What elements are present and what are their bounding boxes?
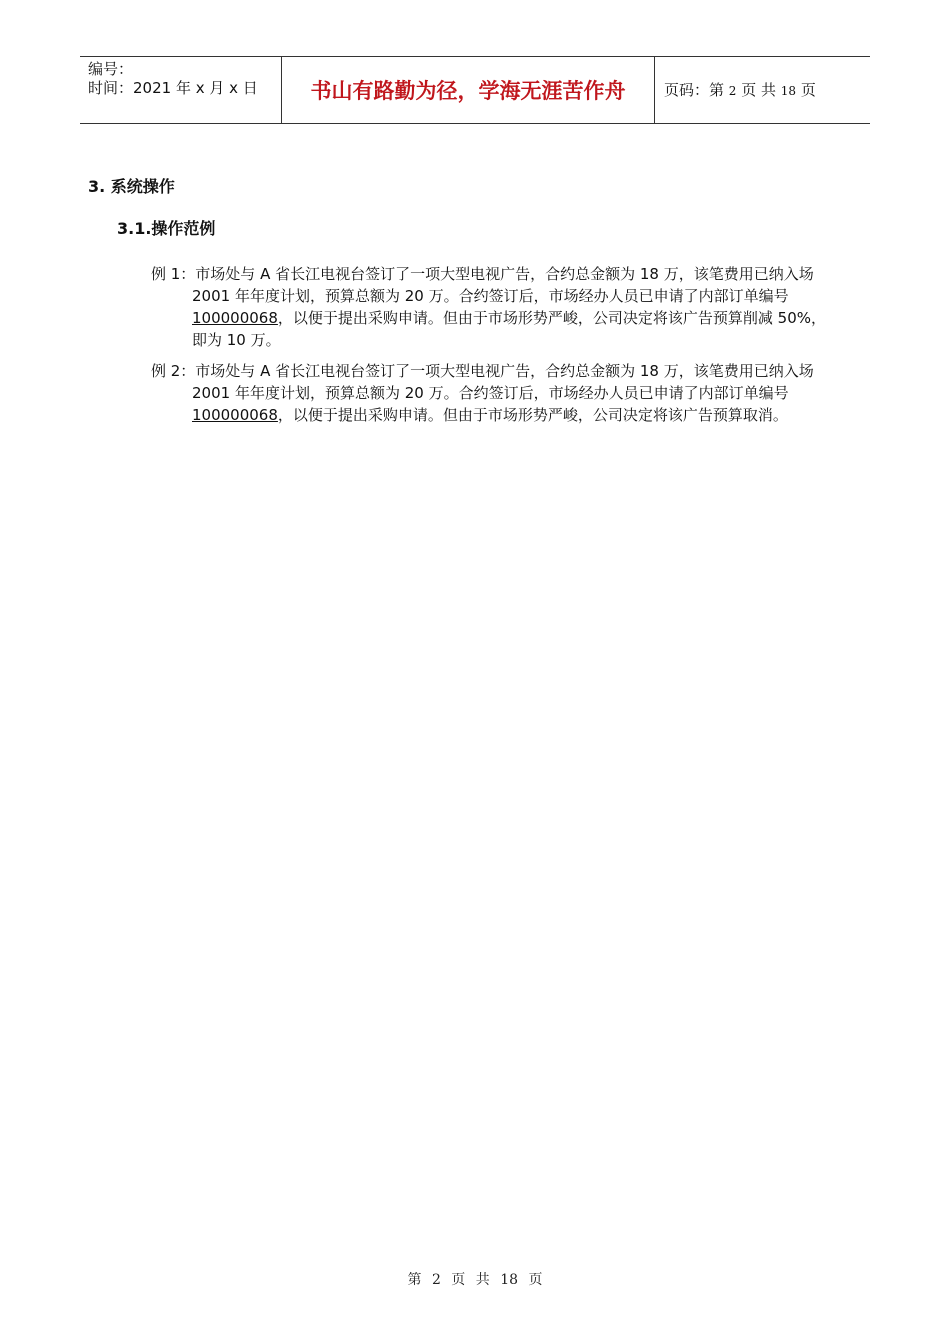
order-number: 100000068 (192, 309, 278, 327)
section-title: 3. 系统操作 (88, 177, 175, 196)
example-2-line-1: 例 2：市场处与 A 省长江电视台签订了一项大型电视广告，合约总金额为 18 万，该笔费用已纳入场 (151, 362, 814, 380)
page-header (80, 56, 870, 124)
page-mid: 页 共 (741, 81, 776, 99)
header-motto: 书山有路勤为径，学海无涯苦作舟 (310, 78, 626, 103)
subsection-title: 3.1.操作范例 (117, 219, 216, 238)
example-1-line-1: 例 1：市场处与 A 省长江电视台签订了一项大型电视广告，合约总金额为 18 万，该笔费用已纳入场 (151, 265, 814, 283)
example-1 (151, 263, 871, 351)
page-footer: 第 2 页 共 18 页 (407, 1272, 543, 1288)
order-number: 100000068 (192, 406, 278, 424)
page-suffix: 页 (800, 81, 816, 99)
example-2-line-3-text: ，以便于提出采购申请。但由于市场形势严峻，公司决定将该广告预算取消。 (277, 406, 788, 424)
example-1-line-3-text: ，以便于提出采购申请。但由于市场形势严峻，公司决定将该广告预算削减 50%， (277, 309, 827, 327)
number-label: 编号： (88, 60, 134, 78)
example-1-line-4: 即为 10 万。 (192, 331, 281, 349)
time-label: 时间：2021 年 x 月 x 日 (88, 79, 258, 97)
example-2-line-2: 2001 年年度计划，预算总额为 20 万。合约签订后，市场经办人员已申请了内部订单编号 (192, 384, 789, 402)
example-2-line-3 (151, 404, 871, 426)
page-prefix: 页码：第 (664, 81, 725, 99)
header-meta (88, 60, 278, 98)
header-divider-right (654, 57, 655, 124)
page-total: 18 (780, 84, 797, 98)
example-1-line-3 (151, 307, 871, 329)
page-current: 2 (728, 84, 737, 98)
example-2 (151, 360, 871, 426)
header-page-indicator (664, 57, 816, 124)
example-1-line-2: 2001 年年度计划，预算总额为 20 万。合约签订后，市场经办人员已申请了内部订单编号 (192, 287, 789, 305)
